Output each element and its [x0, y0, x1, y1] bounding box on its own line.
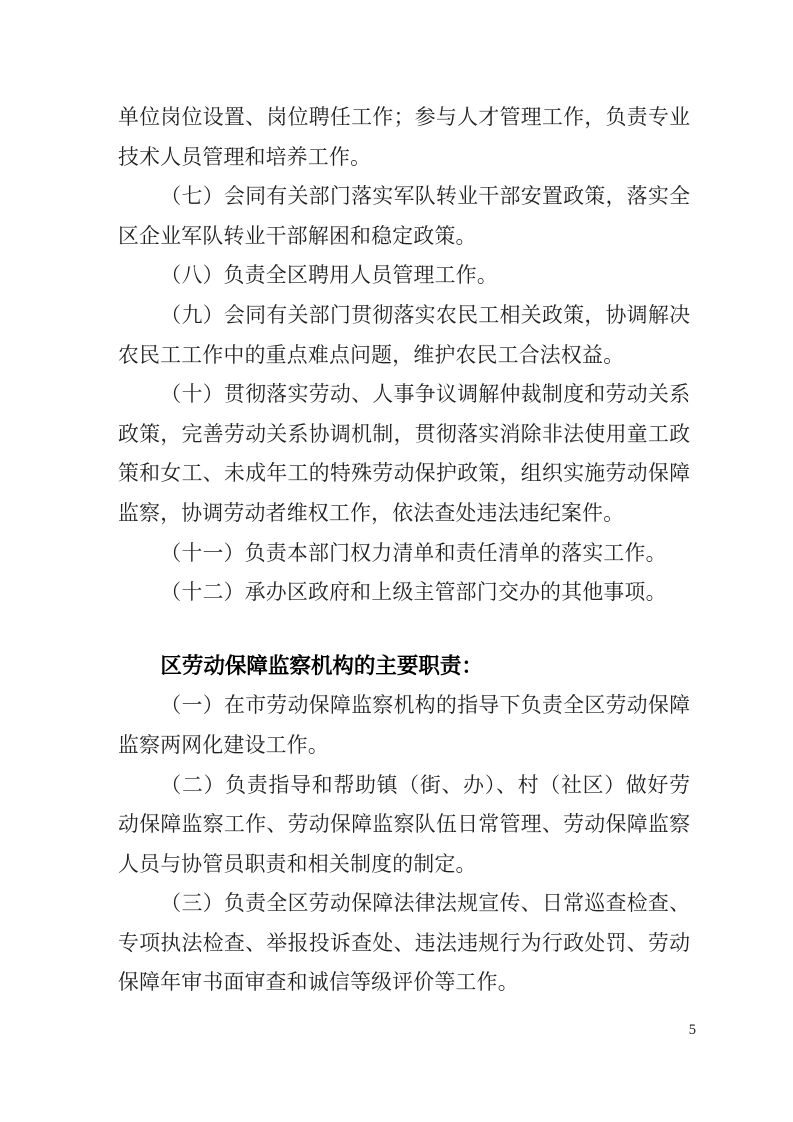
paragraph — [118, 256, 690, 296]
paragraph — [118, 766, 690, 885]
text-line: （十）贯彻落实劳动、人事争议调解仲裁制度和劳动关系 — [160, 383, 690, 407]
text-line: （十二）承办区政府和上级主管部门交办的其他事项。 — [160, 581, 667, 605]
text-line: （八）负责全区聘用人员管理工作。 — [160, 264, 498, 288]
text-line: 专项执法检查、举报投诉查处、违法违规行为行政处罚、劳动 — [118, 931, 690, 955]
text-line: 动保障监察工作、劳动保障监察队伍日常管理、劳动保障监察 — [118, 813, 690, 837]
paragraph — [118, 98, 690, 177]
text-line: 保障年审书面审查和诚信等级评价等工作。 — [118, 971, 519, 995]
text-line: （一）在市劳动保障监察机构的指导下负责全区劳动保障 — [160, 694, 690, 718]
text-line: （二）负责指导和帮助镇（街、办）、村（社区）做好劳 — [160, 773, 690, 797]
text-line: 人员与协管员职责和相关制度的制定。 — [118, 852, 477, 876]
paragraph — [118, 884, 690, 1003]
paragraph — [118, 573, 690, 613]
text-line: 监察两网化建设工作。 — [118, 733, 329, 757]
text-line: （十一）负责本部门权力清单和责任清单的落实工作。 — [160, 541, 667, 565]
text-line: 农民工工作中的重点难点问题，维护农民工合法权益。 — [118, 343, 625, 367]
text-line: 技术人员管理和培养工作。 — [118, 145, 372, 169]
section-gap — [118, 613, 690, 647]
text-line: 区企业军队转业干部解困和稳定政策。 — [118, 224, 477, 248]
section-heading: 区劳动保障监察机构的主要职责： — [160, 653, 483, 678]
paragraph — [118, 534, 690, 574]
text-line: 监察，协调劳动者维权工作，依法查处违法违纪案件。 — [118, 501, 625, 525]
text-line: 政策，完善劳动关系协调机制，贯彻落实消除非法使用童工政 — [118, 422, 690, 446]
paragraph — [118, 177, 690, 256]
text-line: （三）负责全区劳动保障法律法规宣传、日常巡查检查、 — [160, 892, 690, 916]
paragraph — [118, 375, 690, 533]
text-line: 策和女工、未成年工的特殊劳动保护政策，组织实施劳动保障 — [118, 462, 690, 486]
page-number: 5 — [688, 1022, 696, 1038]
document-body — [118, 98, 690, 1003]
text-line: （七）会同有关部门落实军队转业干部安置政策，落实全 — [160, 185, 690, 209]
paragraph — [118, 296, 690, 375]
text-line: 单位岗位设置、岗位聘任工作；参与人才管理工作，负责专业 — [118, 106, 690, 129]
paragraph — [118, 686, 690, 765]
text-line: （九）会同有关部门贯彻落实农民工相关政策，协调解决 — [160, 303, 690, 327]
page-footer — [0, 1020, 793, 1040]
section-heading-block — [118, 647, 690, 687]
